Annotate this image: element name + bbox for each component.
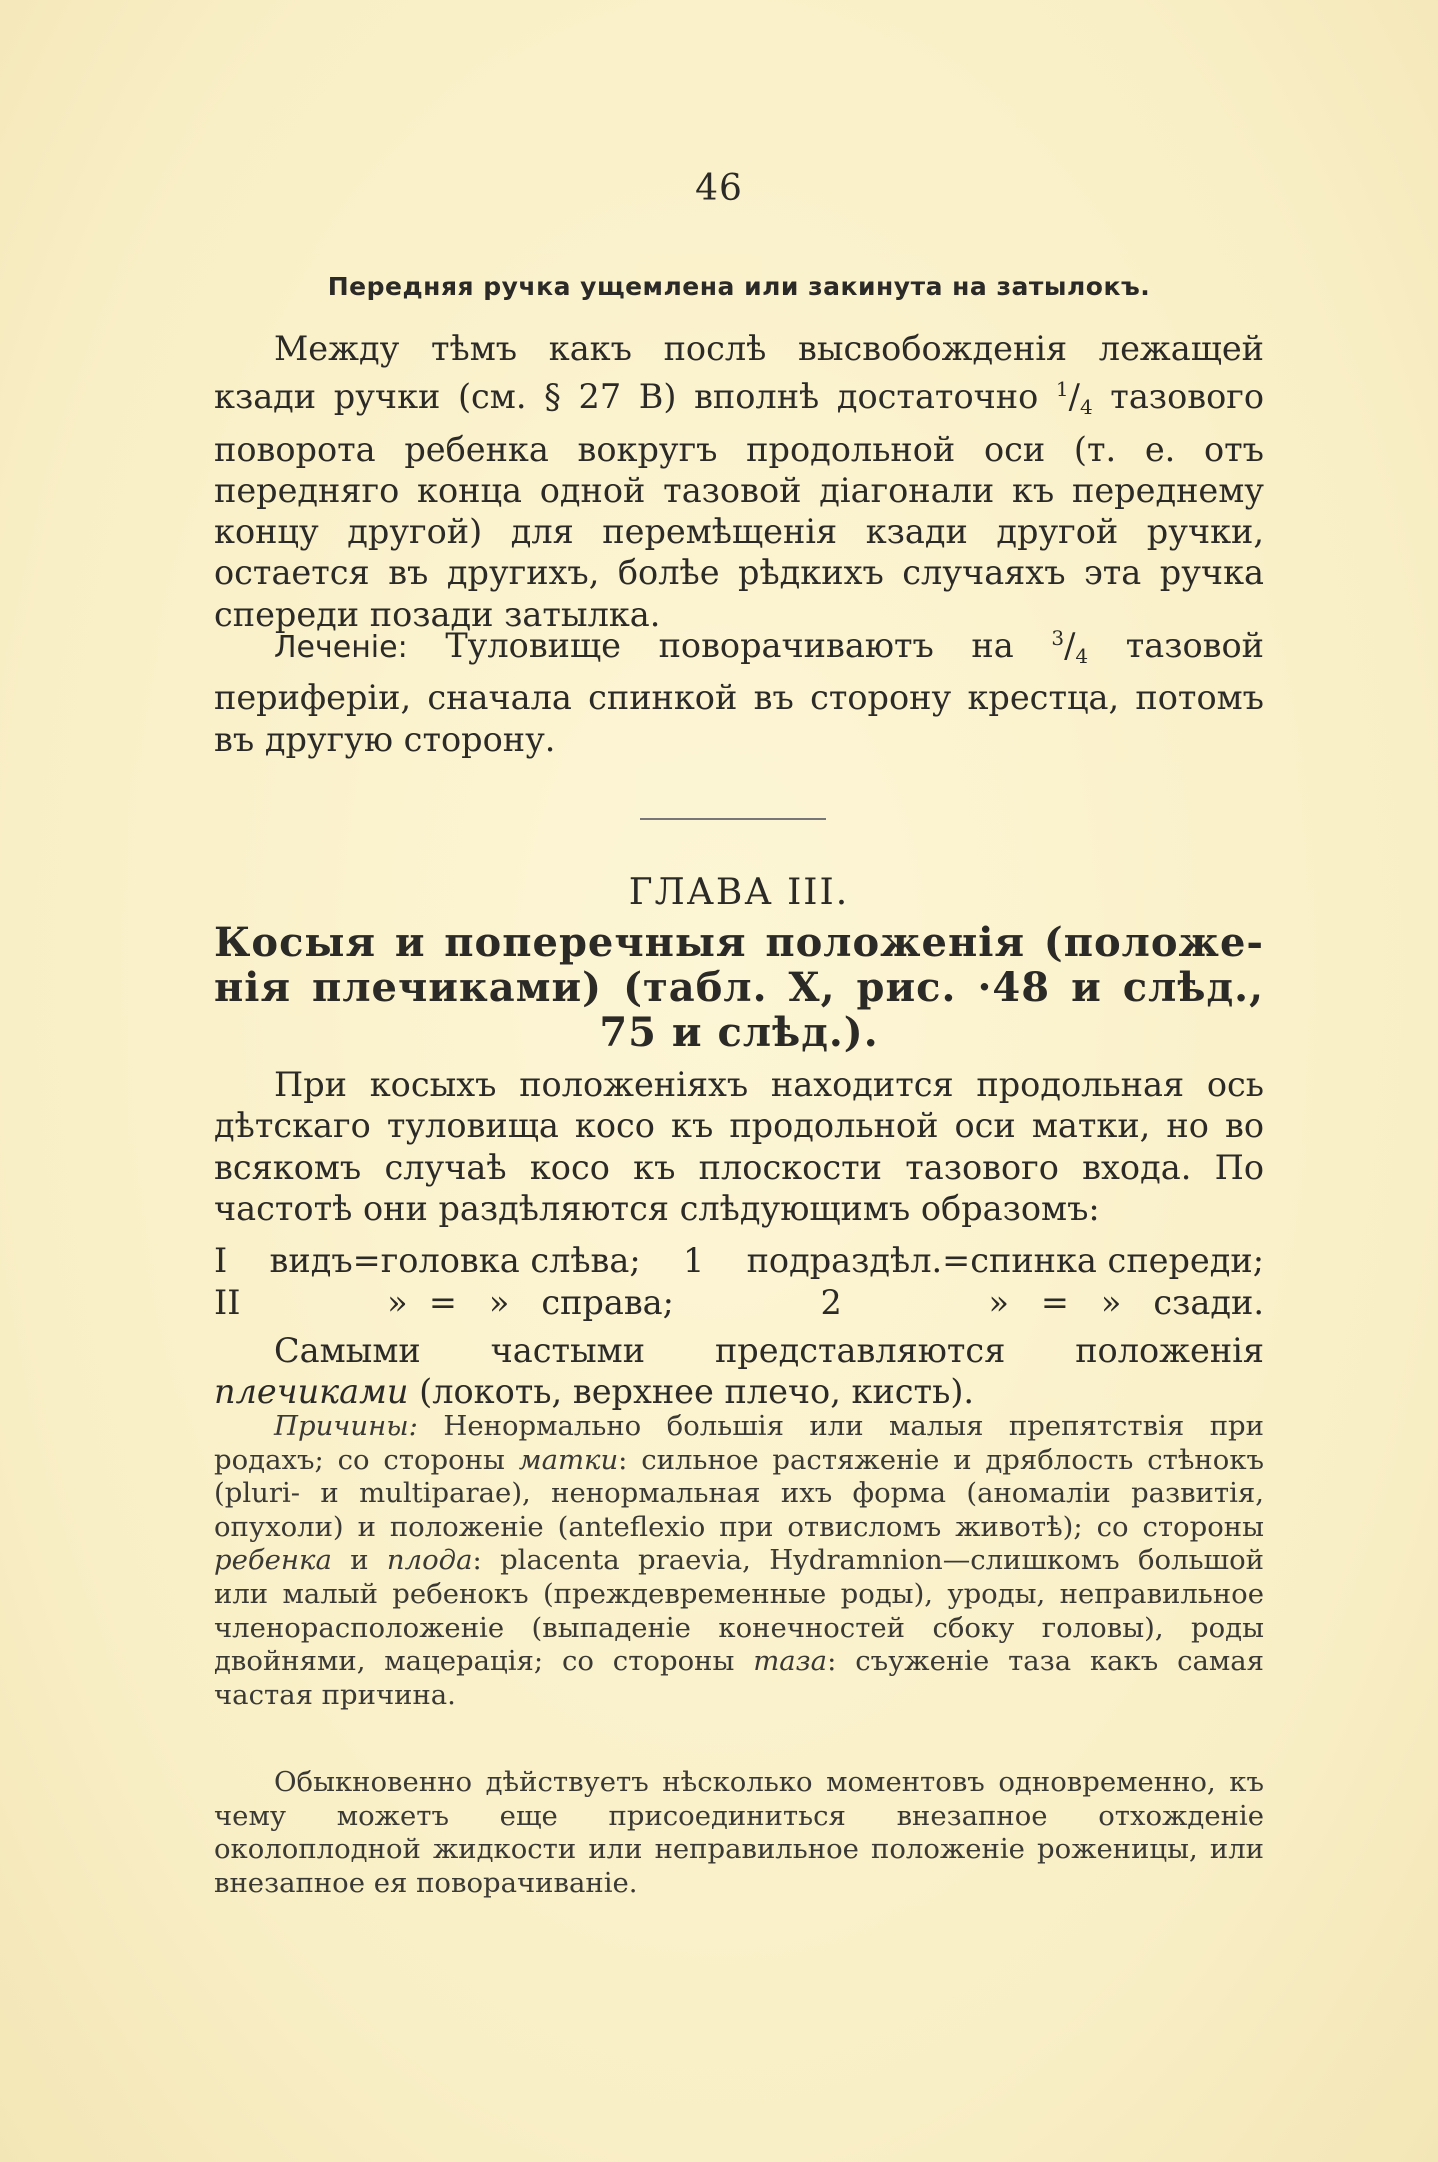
paragraph-text: Туловище поворачиваютъ на (407, 626, 1052, 665)
emphasis-text: таза (753, 1645, 828, 1678)
paragraph-oblique-positions: При косыхъ положеніяхъ находится продольная ось дѣтскаго туловища косо къ продольной оси матки, но во всякомъ случаѣ косо къ плоскости тазового входа. По частотѣ они раздѣляются слѣдующимъ образомъ: (214, 1065, 1264, 1228)
fraction-denominator: 4 (1079, 395, 1093, 420)
paragraph-text: Ненормально большія или малыя препятствія при родахъ; со стороны (214, 1410, 1264, 1476)
chapter-title-line: 75 и слѣд.). (599, 1009, 879, 1056)
fraction-slash: / (1068, 377, 1080, 417)
paragraph-text: : сильное растяженіе и дряблость стѣнокъ (pluri- и multiparae), ненормальная ихъ форма (аномаліи развитія, опухоли) и положеніе (anteflexio при отвисломъ животѣ); со стороны (214, 1443, 1264, 1543)
fraction-slash: / (1064, 626, 1076, 665)
chapter-title-line: Косыя и поперечныя положенія (положе- (214, 919, 1264, 966)
paragraph-text: Между тѣмъ какъ послѣ высвобожденія лежащей кзади ручки (см. § 27 B) вполнѣ достаточно (214, 329, 1264, 417)
emphasis-text: матки (518, 1443, 619, 1476)
page-number: 46 (695, 168, 743, 209)
emphasis-text: плечиками (214, 1372, 409, 1412)
causes-label: Причины: (274, 1410, 418, 1442)
classification-row (214, 1240, 1264, 1282)
paragraph-text: тазового поворота ребенка вокругъ продольной оси (т. е. отъ передняго конца одной тазовой діагонали къ переднему концу другой) для перемѣщенія кзади другой ручки, остается въ другихъ, болѣе рѣдкихъ случаяхъ эта ручка спереди позади затылка. (214, 377, 1264, 634)
classification-table (214, 1240, 1264, 1324)
chapter-title-line: нія плечиками) (табл. X, рис. ·48 и слѣд., (214, 964, 1264, 1011)
paragraph-text: : placenta praevia, Hydramnion—слишкомъ большой или малый ребенокъ (преждевременные роды), уроды, неправильное членорасположеніе (выпаденіе конечностей сбоку головы), роды двойнями, мацерація; со стороны (214, 1544, 1265, 1678)
chapter-label: ГЛАВА III. (628, 872, 850, 913)
section-subheading: Передняя ручка ущемлена или закинута на затылокъ. (327, 272, 1151, 301)
emphasis-text: плода (386, 1544, 473, 1577)
paragraph-text: тазовой периферіи, сначала спинкой въ сторону крестца, потомъ въ другую сторону. (214, 626, 1264, 759)
paragraph-text: и (331, 1544, 387, 1577)
paragraph-text: Самыми частыми представляются положенія (274, 1331, 1264, 1370)
paragraph-causes (214, 1410, 1264, 1712)
type-description: видъ=головка слѣва; (269, 1241, 641, 1280)
type-number: II (214, 1283, 241, 1322)
paragraph-text: (локоть, верхнее плечо, кисть). (408, 1372, 975, 1412)
paragraph-treatment (214, 618, 1264, 760)
fraction-denominator: 4 (1075, 644, 1089, 668)
treatment-label: Леченіе: (274, 630, 408, 665)
type-description: » = » справа; (387, 1283, 674, 1322)
emphasis-text: ребенка (214, 1544, 332, 1577)
section-divider (640, 818, 826, 820)
paragraph-text: : съуженіе таза какъ самая частая причина. (214, 1645, 1265, 1711)
subdivision-description: » = » сзади. (988, 1283, 1264, 1322)
subdivision-description: подраздѣл.=спинка спереди; (746, 1241, 1264, 1280)
fraction-numerator: 3 (1051, 626, 1065, 650)
subdivision-number: 1 (682, 1241, 705, 1280)
classification-row (214, 1282, 1264, 1324)
subdivision-number: 2 (820, 1283, 842, 1322)
chapter-title (214, 920, 1264, 1055)
type-number: I (214, 1241, 228, 1280)
paragraph-released-arm (214, 328, 1264, 635)
paragraph-shoulder-positions (214, 1330, 1264, 1413)
fraction-numerator: 1 (1055, 377, 1069, 402)
paragraph-multiple-factors: Обыкновенно дѣйствуетъ нѣсколько моментовъ одновременно, къ чему можетъ еще присоединиться внезапное отхожденіе околоплодной жидкости или неправильное положеніе роженицы, или внезапное ея поворачиваніе. (214, 1766, 1264, 1899)
